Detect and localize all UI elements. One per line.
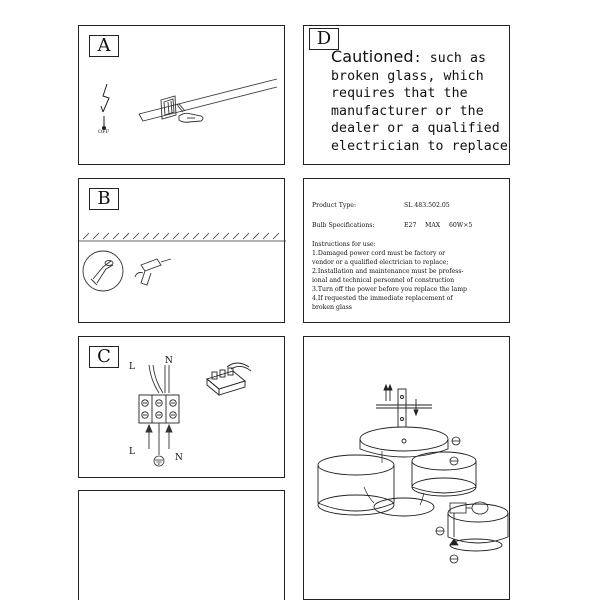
wire-label-l-top: L [129, 362, 135, 372]
panel-d-letter: D [309, 28, 339, 50]
panel-b-letter: B [89, 188, 119, 210]
panel-b-illustration [79, 179, 286, 324]
instruction-line: broken glass [312, 304, 352, 311]
bulb-spec-label: Bulb Specifications: [312, 222, 375, 229]
caution-line-5: electrician to replace [331, 138, 508, 154]
caution-title-rest: : such as [413, 51, 487, 66]
caution-title: Cautioned [331, 47, 414, 66]
panel-b [78, 178, 285, 323]
terminal-block-icon [139, 395, 179, 423]
drill-icon [135, 259, 171, 285]
instruction-line: 4.If requested the immediate replacement of [312, 295, 453, 302]
bulb-power: 60W×5 [449, 222, 473, 229]
panel-c [78, 336, 285, 478]
panel-blank [78, 490, 285, 600]
bulb-max: MAX [425, 222, 441, 229]
caution-line-1: broken glass, which [331, 68, 484, 84]
ground-icon [154, 456, 164, 466]
pliers-icon [83, 251, 123, 291]
instruction-line: vendor or a qualified electrician to replace; [312, 259, 449, 266]
supply-wires [149, 365, 169, 393]
wire-label-n-top: N [165, 356, 173, 366]
lamp-shade-left [318, 455, 394, 515]
instruction-line: 3.Turn off the power before you replace the lamp [312, 286, 468, 293]
instruction-line: 2.Installation and maintenance must be profess- [312, 268, 464, 275]
lamp-shade-bottom-right [448, 504, 508, 543]
panel-spec [303, 178, 510, 323]
off-label: OFF [98, 129, 110, 135]
bulb-socket: E27 [404, 222, 417, 229]
ceiling-hatch [79, 233, 286, 241]
power-off-icon [101, 84, 109, 130]
instruction-line: 1.Damaged power cord must be factory or [312, 250, 446, 257]
panel-a [78, 25, 285, 165]
wire-label-l-bottom: L [129, 447, 135, 457]
product-type-value: SL 483.502.05 [404, 202, 450, 209]
instruction-line: ional and technical personnel of construction [312, 277, 455, 284]
caution-line-4: dealer or a qualified [331, 121, 500, 137]
wire-label-n-bottom: N [175, 453, 183, 463]
caution-line-2: requires that the [331, 86, 468, 102]
panel-a-illustration [79, 26, 286, 166]
instructions-heading: Instructions for use: [312, 241, 376, 248]
panel-d [303, 25, 510, 165]
screw-icon [436, 437, 460, 563]
caution-text [331, 48, 511, 156]
caution-line-3: manufacturer or the [331, 103, 484, 119]
product-type-label: Product Type: [312, 202, 357, 209]
panel-c-letter: C [89, 346, 119, 368]
panel-lamp-assembly [303, 336, 510, 600]
panel-a-letter: A [89, 35, 119, 57]
lamp-shade-right [412, 452, 476, 496]
lamp-wires [146, 423, 172, 455]
mounting-bracket-icon [376, 385, 432, 427]
connector-icon [207, 363, 251, 395]
lamp-assembly-illustration [304, 337, 511, 601]
